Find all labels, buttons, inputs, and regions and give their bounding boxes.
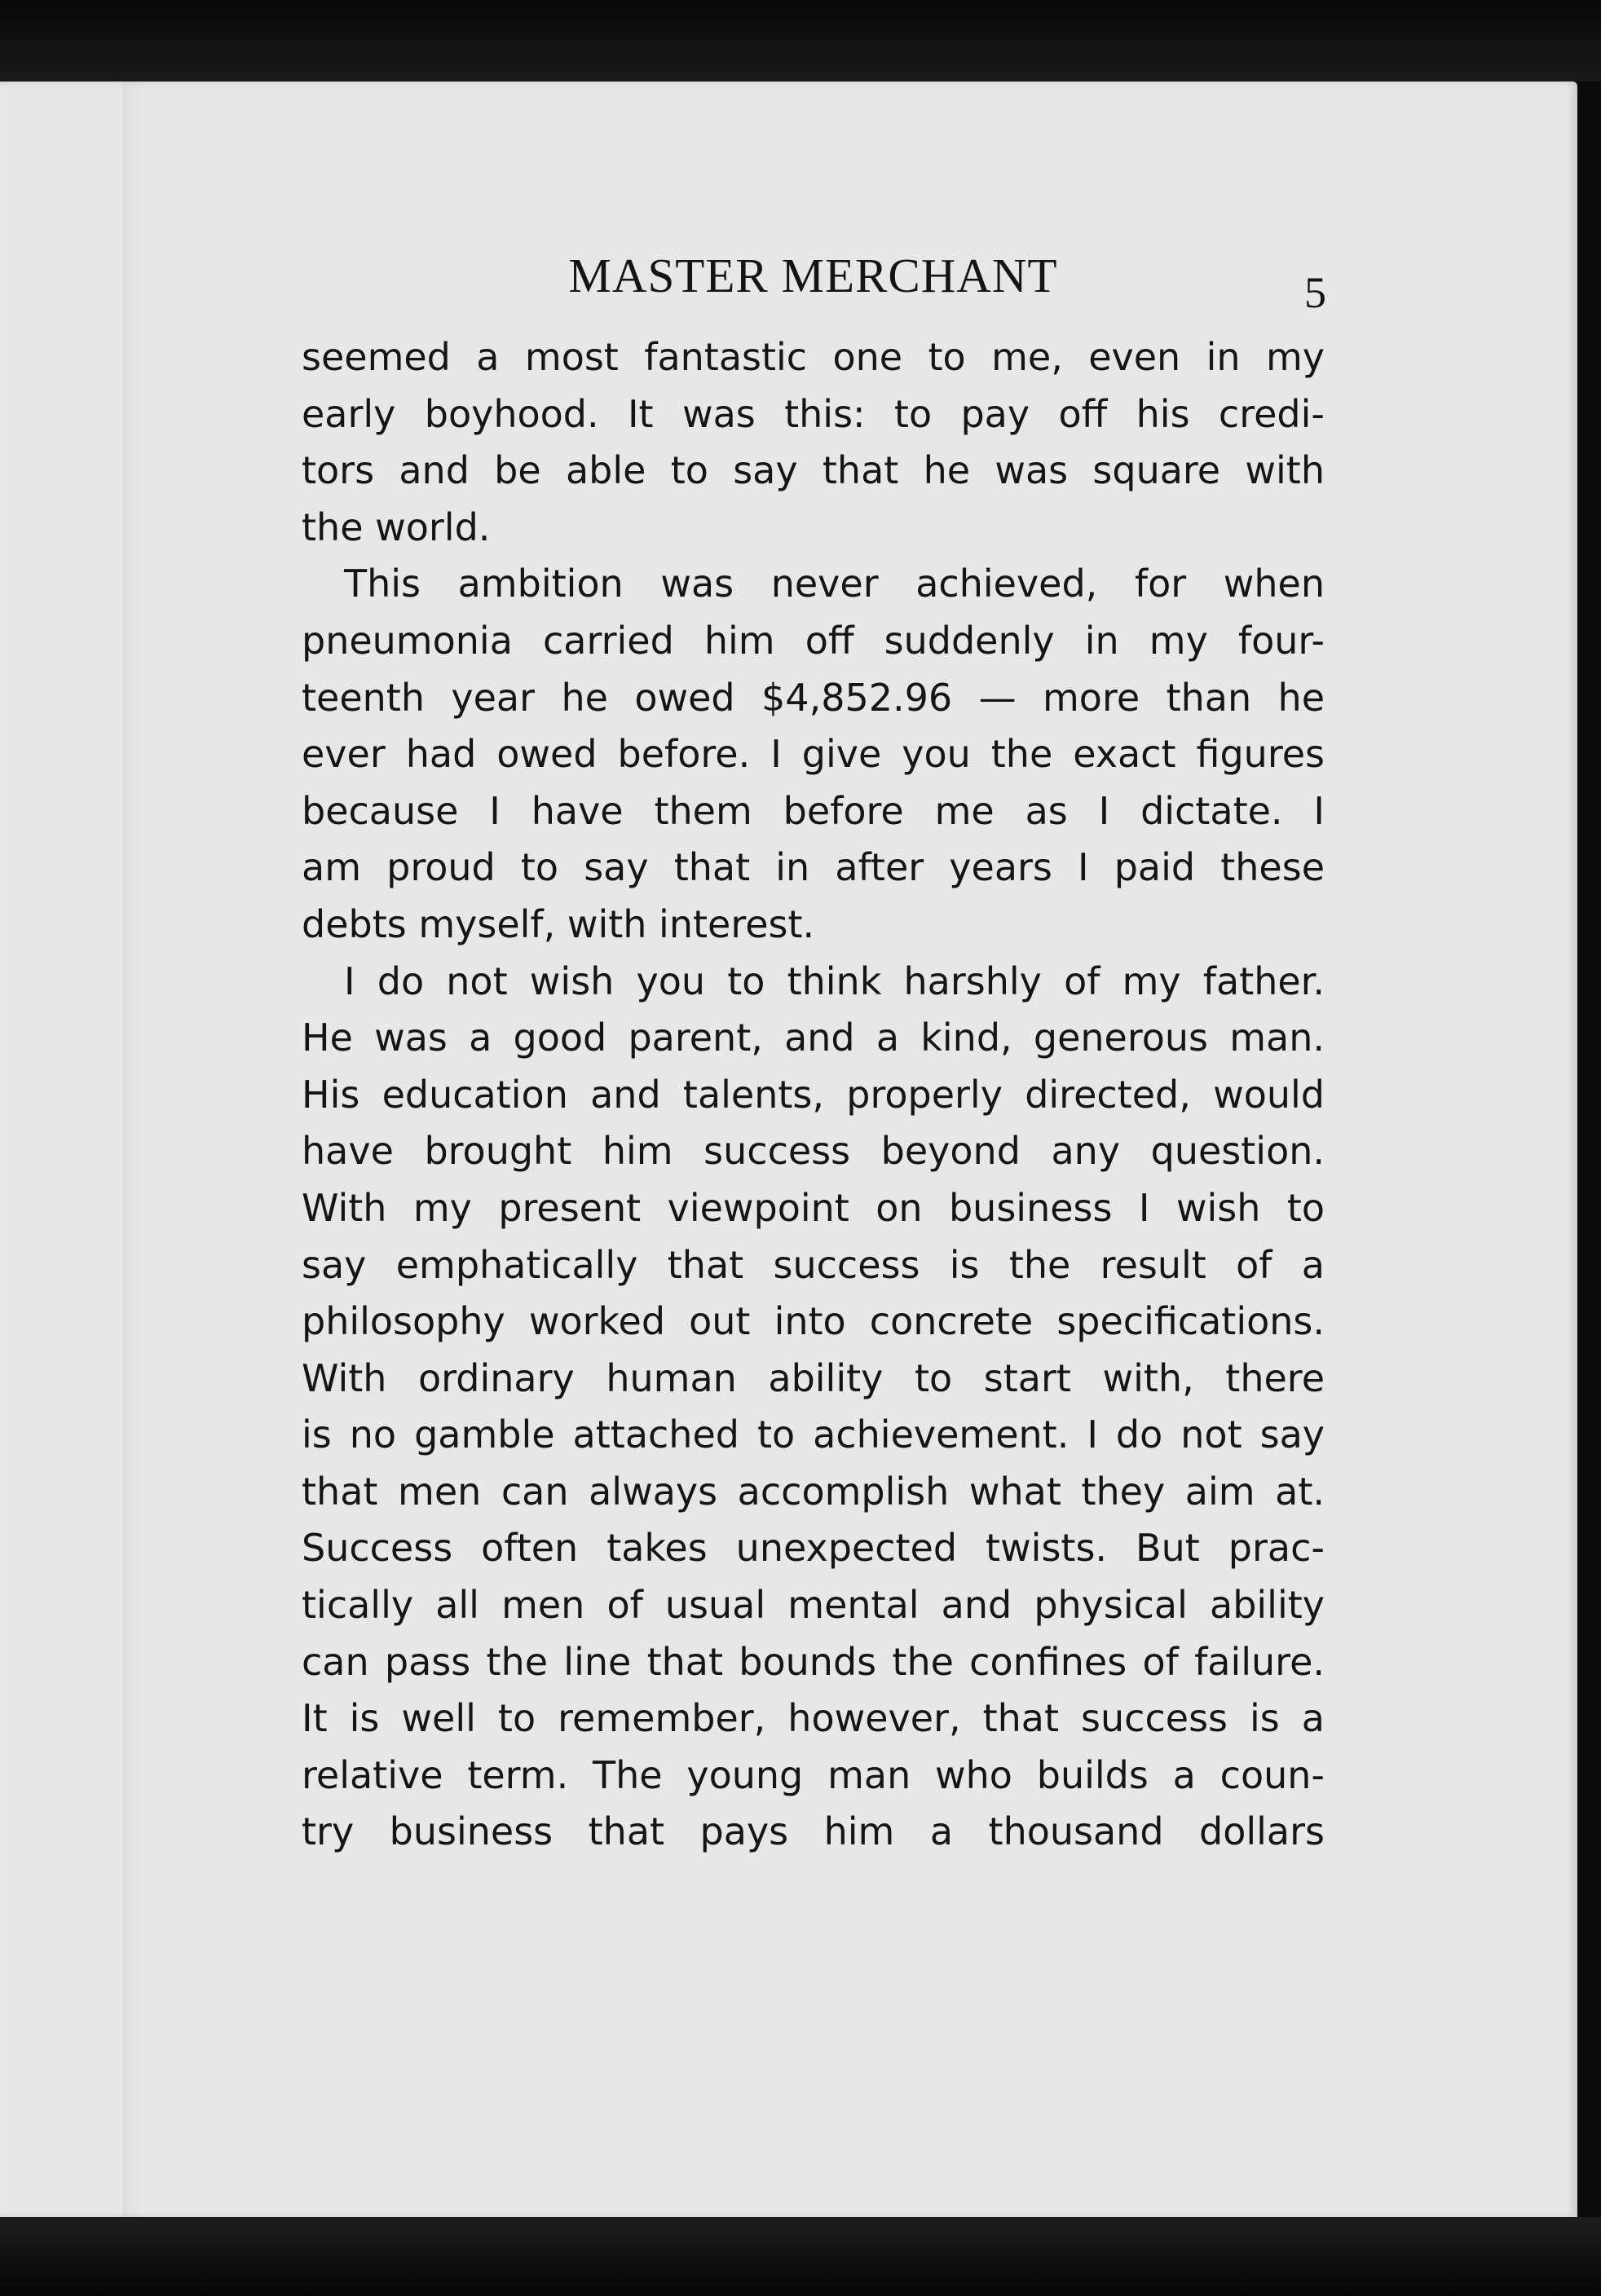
- text-line: that men can always accomplish what they aim at.: [302, 1469, 1325, 1514]
- text-line: say emphatically that success is the result of a: [302, 1242, 1325, 1287]
- text-line: Success often takes unexpected twists. But prac-: [302, 1526, 1325, 1571]
- text-line: seemed a most fantastic one to me, even in my: [302, 335, 1325, 379]
- running-head: MASTER MERCHANT: [568, 249, 1058, 302]
- text-line: early boyhood. It was this: to pay off his credi-: [302, 391, 1325, 436]
- text-line: is no gamble attached to achievement. I do not say: [302, 1412, 1325, 1457]
- text-line: because I have them before me as I dictate. I: [302, 788, 1325, 833]
- text-line: It is well to remember, however, that success is a: [302, 1696, 1325, 1741]
- text-line: His education and talents, properly directed, would: [302, 1072, 1325, 1117]
- scan-top-border: [0, 0, 1601, 82]
- text-line: tically all men of usual mental and physical ability: [302, 1583, 1325, 1628]
- text-line: teenth year he owed $4,852.96 — more than he: [302, 675, 1325, 720]
- text-line: With my present viewpoint on business I wish to: [302, 1185, 1325, 1230]
- text-line: relative term. The young man who builds a coun-: [302, 1752, 1325, 1797]
- text-line: try business that pays him a thousand dollars: [302, 1809, 1325, 1854]
- text-line: philosophy worked out into concrete specifications.: [302, 1299, 1325, 1344]
- page-gutter-shadow: [122, 82, 142, 2217]
- scan-bottom-border: [0, 2217, 1601, 2296]
- text-line: ever had owed before. I give you the exact figures: [302, 732, 1325, 777]
- page-header: [302, 245, 1325, 318]
- text-line: This ambition was never achieved, for when: [344, 562, 1325, 606]
- text-line: With ordinary human ability to start with, there: [302, 1355, 1325, 1400]
- text-line: the world.: [302, 505, 491, 549]
- page-number: 5: [1304, 268, 1326, 317]
- text-line: I do not wish you to think harshly of my father.: [344, 959, 1325, 1003]
- body-text: [302, 329, 1325, 1861]
- text-line: tors and be able to say that he was square with: [302, 448, 1325, 493]
- text-line: He was a good parent, and a kind, generous man.: [302, 1016, 1325, 1060]
- text-line: pneumonia carried him off suddenly in my four-: [302, 618, 1325, 663]
- text-line: am proud to say that in after years I paid these: [302, 845, 1325, 890]
- text-line: have brought him success beyond any question.: [302, 1129, 1325, 1174]
- text-line: debts myself, with interest.: [302, 901, 815, 946]
- text-line: can pass the line that bounds the confines of failure.: [302, 1639, 1325, 1684]
